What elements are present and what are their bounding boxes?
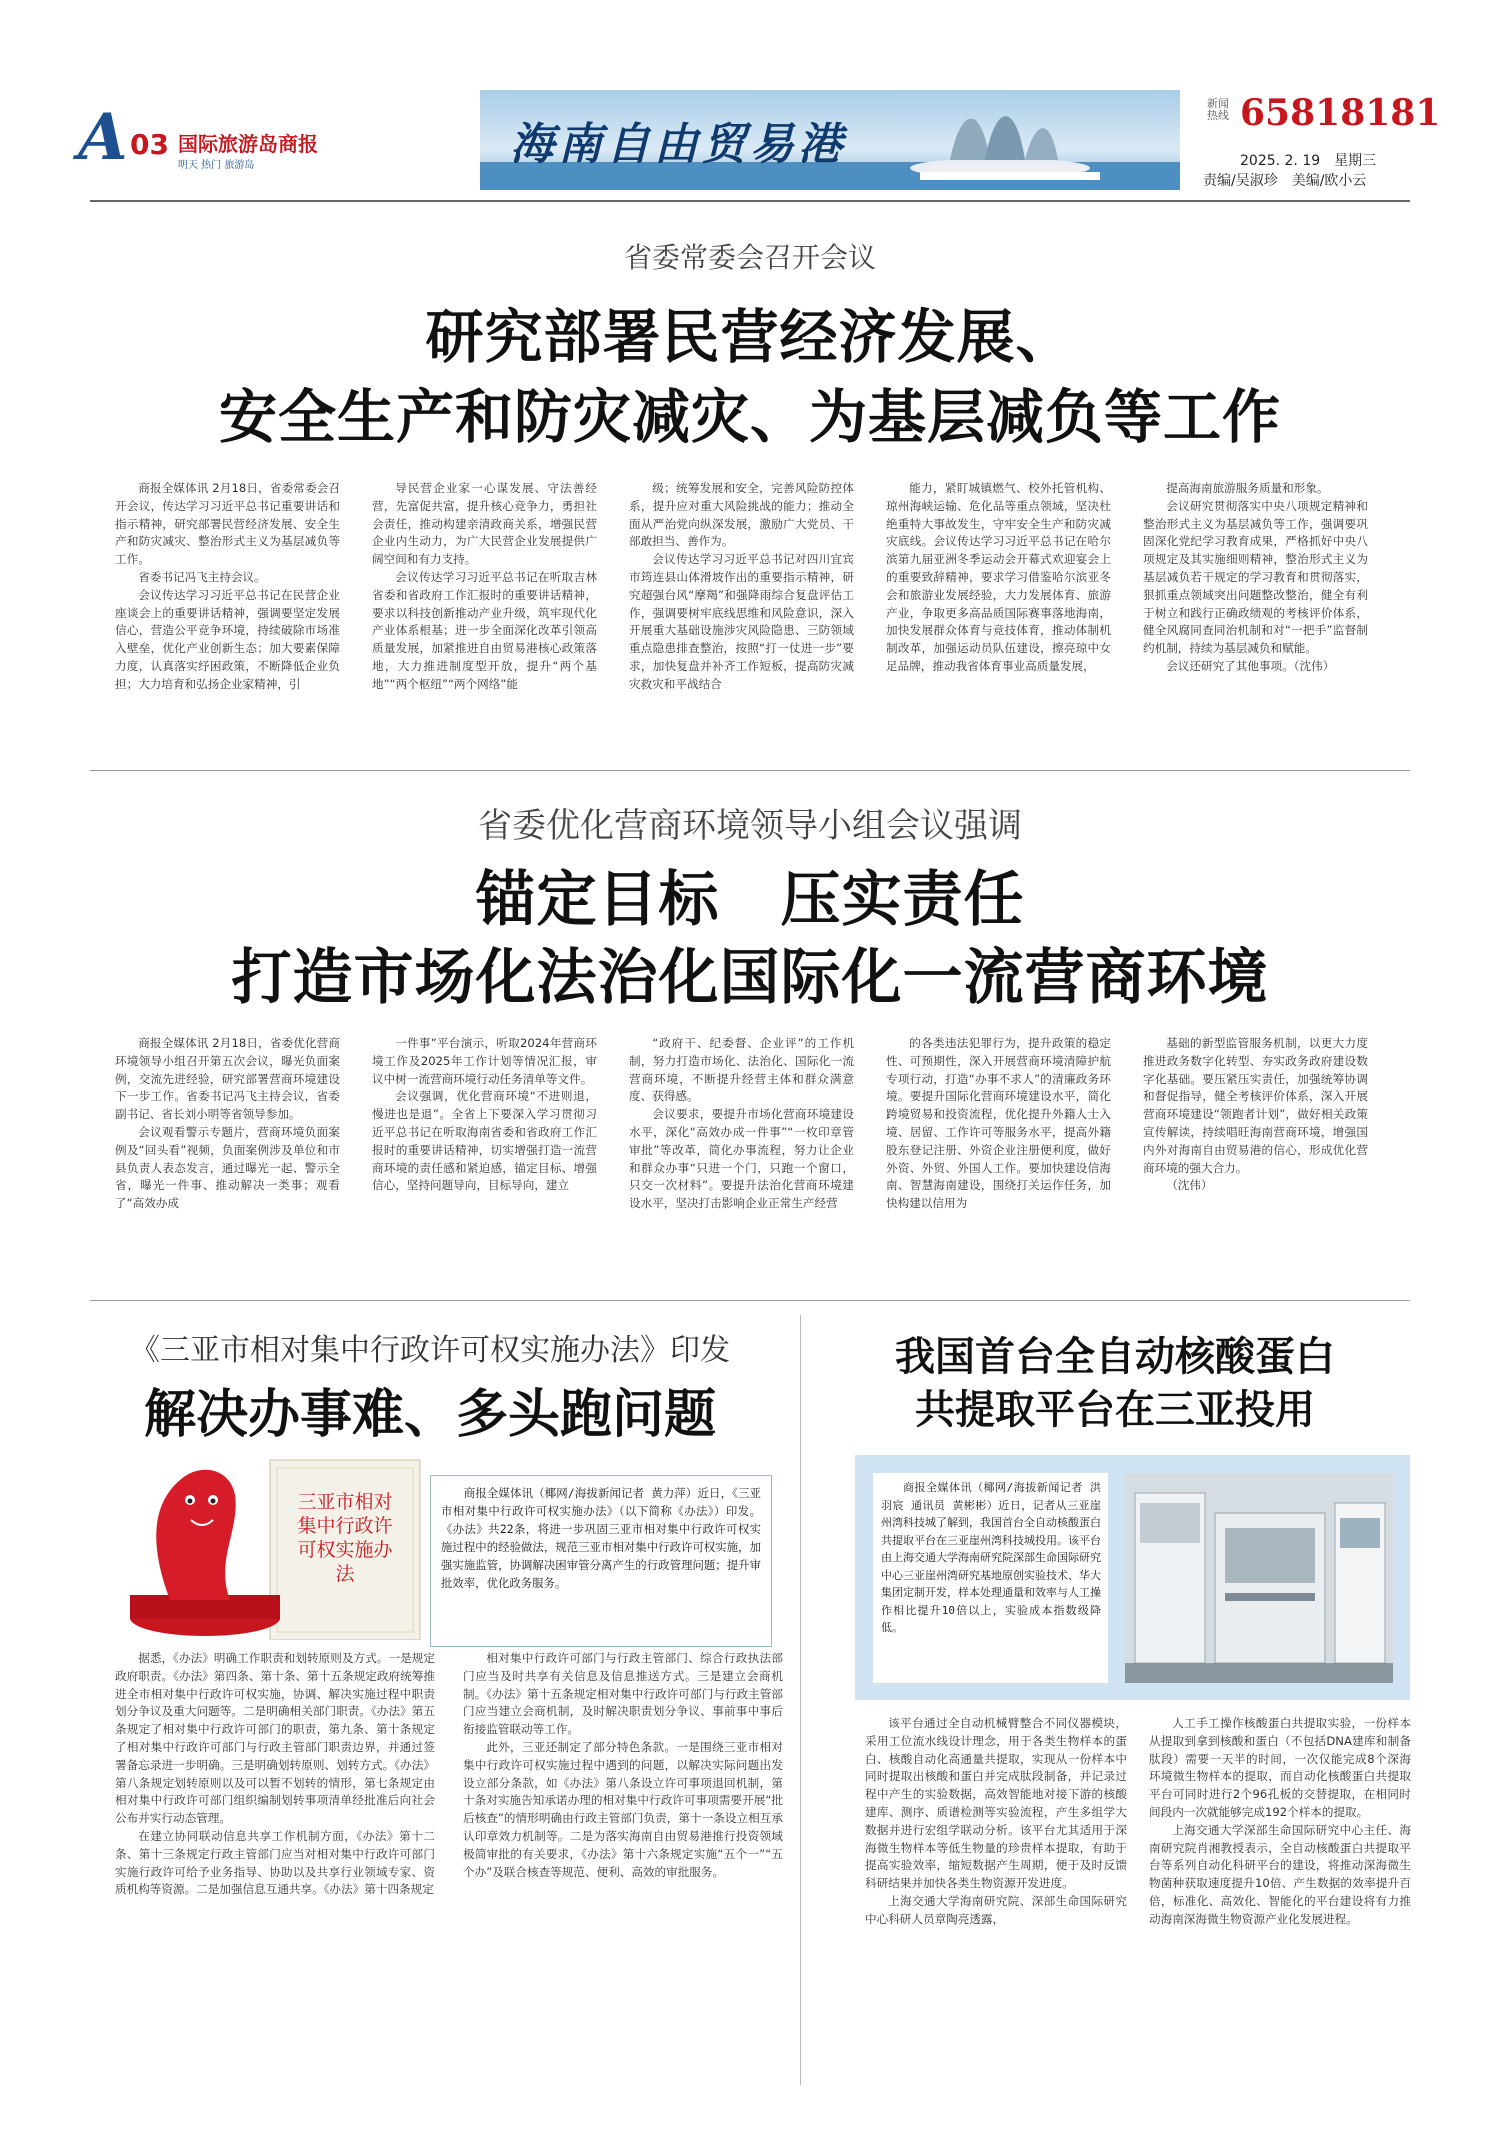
a1cols-column	[629, 480, 854, 755]
article2-divider	[90, 1300, 1410, 1301]
column-separator	[800, 1315, 801, 2085]
paragraph: 一件事”平台演示，听取2024年营商环境工作及2025年工作计划等情况汇报，审议中树一流营商环境行动任务清单等文件。	[372, 1036, 597, 1086]
paragraph: 提高海南旅游服务质量和形象。	[1166, 481, 1329, 495]
a2cols-column	[886, 1035, 1111, 1280]
lab-platform-photo	[1125, 1473, 1393, 1683]
paragraph: 在建立协同联动信息共享工作机制方面，《办法》第十二条、第十三条规定行政主管部门应当对相对集中行政许可部门实施行政许可给予业务指导、协助以及共享行业领域专家、资质机构等资源。二是加强信息互通共享。《办法》第十四条规定	[115, 1828, 435, 1897]
paragraph: 能力，紧盯城镇燃气、校外托管机构、琼州海峡运输、危化品等重点领域，坚决杜绝重特大事故发生，守牢安全生产和防灾减灾底线。会议传达学习习近平总书记在哈尔滨第九届亚洲冬季运动会开幕式欢迎宴会上的重要致辞精神，要求学习借鉴哈尔滨亚冬会和旅游业发展经验，大力发展体育、旅游产业，争取更多高品质国际赛事落地海南，加快发展群众体育与竞技体育，推动体制机制改革，加强运动员队伍建设，擦亮琼中女足品牌，推动我省体育事业高质量发展，	[886, 481, 1111, 673]
a2cols-column	[115, 1035, 340, 1280]
article2-kicker: 省委优化营商环境领导小组会议强调	[478, 806, 1022, 846]
hotline-number: 65818181	[1240, 92, 1441, 134]
article3-lead: 商报全媒体讯（椰网/海拔新闻记者 黄力萍）近日，《三亚市相对集中行政许可权实施办法》（以下简称《办法》）印发。《办法》共22条，将进一步巩固三亚市相对集中行政许可权实施过程中的经验做法，规范三亚市相对集中行政许可权实施，加强实施监管，协调解决困审管分离产生的行政管理问题；提升审批效率，优化政务服务。	[441, 1486, 761, 1590]
paragraph: 会议研究贯彻落实中央八项规定精神和整治形式主义为基层减负等工作，强调要巩固深化党纪学习教育成果，严格抓好中央八项规定及其实施细则精神，整治形式主义为基层减负若干规定的学习教育和贯彻落实，狠抓重点领域突出问题整改整治，健全有利于树立和践行正确政绩观的考核评价体系，健全风腐同查同治机制和对“一把手”监督制约机制，持续为基层减负和赋能。	[1143, 498, 1368, 656]
page-letter: A	[78, 100, 128, 175]
editors-credit: 责编/吴淑珍 美编/欧小云	[1203, 173, 1367, 189]
paper-slogan: 明天 热门 旅游岛	[178, 160, 255, 171]
paragraph: 上海交通大学海南研究院、深部生命国际研究中心科研人员章陶亮透露，	[865, 1893, 1127, 1926]
banner-image	[480, 90, 1180, 190]
article1-kicker: 省委常委会召开会议	[623, 241, 876, 274]
paragraph: 会议传达学习习近平总书记在民营企业座谈会上的重要讲话精神，强调要坚定发展信心，营造公平竞争环境，持续破除市场准入壁垒，优化产业创新生态；加大要素保障力度，认真落实纾困政策，不断降低企业负担；大力培育和弘扬企业家精神，引	[115, 587, 340, 691]
paragraph: 级；统筹发展和安全，完善风险防控体系，提升应对重大风险挑战的能力；推动全面从严治党向纵深发展，激励广大党员、干部敢担当、善作为。	[629, 481, 854, 549]
a2cols-column	[372, 1035, 597, 1280]
paragraph: 基础的新型监管服务机制，以更大力度推进政务数字化转型、夯实政务政府建设数字化基础。要压紧压实责任，加强统筹协调和督促指导，健全考核评价体系，深入开展营商环境建设“领跑者计划”，做好相关政策宣传解读，持续唱旺海南营商环境，增强国内外对海南自由贸易港的信心，形成优化营商环境的强大合力。	[1143, 1036, 1368, 1175]
paragraph: 的各类违法犯罪行为，提升政策的稳定性、可预期性，深入开展营商环境清障护航专项行动，打造“办事不求人”的清廉政务环境。要提升国际化营商环境建设水平，简化跨境贸易和投资流程，优化提升外籍人士入境、居留、工作许可等服务水平，提高外籍股东登记注册、外资企业注册便利度，做好外资、外贸、外国人工作。要加快建设信海南、智慧海南建设，围绕打关运作任务，加快构建以信用为	[886, 1036, 1111, 1211]
article1-headline-line2: 安全生产和防灾减灾、为基层减负等工作	[218, 383, 1281, 451]
page-number: 03	[130, 128, 169, 161]
paragraph: 该平台通过全自动机械臂整合不同仪器模块，采用工位流水线设计理念，用于各类生物样本的蛋白、核酸自动化高通量共提取，实现从一份样本中同时提取出核酸和蛋白并完成肽段制备，并记录过程中产生的实验数据，高效智能地对接下游的核酸建库、测序、质谱检测等实验流程，产生多组学大数据并进行宏组学联动分析。该平台尤其适用于深海微生物样本等低生物量的珍贵样本提取，有助于提高实验效率，缩短数据产生周期，便于及时反馈科研结果并加快各类生物资源开发进度。	[865, 1716, 1127, 1891]
article2-headline-line2: 打造市场化法治化国际化一流营商环境	[231, 943, 1269, 1013]
article4-headline-line1: 我国首台全自动核酸蛋白	[895, 1334, 1335, 1380]
paragraph: 商报全媒体讯 2月18日，省委优化营商环境领导小组召开第五次会议，曝光负面案例，交流先进经验，研究部署营商环境建设下一步工作。省委书记冯飞主持会议，省委副书记、省长刘小明等省领导参加。	[115, 1036, 340, 1122]
paragraph: （沈伟）	[1166, 1178, 1213, 1193]
article4-lead-box	[873, 1473, 1108, 1683]
paragraph: 省委书记冯飞主持会议。	[138, 569, 266, 584]
paragraph: 会议要求，要提升市场化营商环境建设水平，深化“高效办成一件事”“一枚印章管审批”等改革，简化办事流程，努力让企业和群众办事“只进一个门，只跑一个窗口，只交一次材料”。要提升法治化营商环境建设水平，坚决打击影响企业正常生产经营	[629, 1107, 854, 1211]
a1cols-column	[886, 480, 1111, 755]
paragraph: 相对集中行政许可部门与行政主管部门、综合行政执法部门应当及时共享有关信息及信息推送方式。三是建立会商机制。《办法》第十五条规定相对集中行政许可部门与行政主管部门应当建立会商机制，及时解决职责划分争议、事前事中事后衔接监管联动等工作。	[463, 1651, 783, 1737]
paragraph: 人工手工操作核酸蛋白共提取实验，一份样本从提取到拿到核酸和蛋白（不包括DNA建库和制备肽段）需要一天半的时间，一次仅能完成8个深海环境微生物样本的提取，而自动化核酸蛋白共提取平台可同时进行2个96孔板的交替提取，在相同时间段内一次就能够完成192个样本的提取。	[1149, 1716, 1411, 1819]
paragraph: 会议观看警示专题片，营商环境负面案例及“回头看”视频，负面案例涉及单位和市县负责人表态发言，通过曝光一起、警示全省，曝光一件事、推动解决一类事；观看了“高效办成	[115, 1124, 340, 1211]
issue-date: 2025. 2. 19 星期三	[1240, 153, 1377, 169]
a4cols-column	[865, 1715, 1127, 2085]
header-divider	[90, 200, 1410, 202]
article3-lead-box	[430, 1475, 772, 1647]
paragraph: 会议还研究了其他事项。（沈伟）	[1166, 658, 1335, 673]
paragraph: 上海交通大学深部生命国际研究中心主任、海南研究院肖湘教授表示，全自动核酸蛋白共提取平台等系列自动化科研平台的建设，将推动深海微生物菌种获取速度提升10倍、产生数据的效率提升百倍，标准化、高效化、智能化的平台建设将有力推动海南深海微生物资源产业化发展进程。	[1149, 1822, 1411, 1926]
lab-equipment-graphic	[1125, 1473, 1393, 1683]
a1cols-column	[1143, 480, 1368, 755]
a1cols-column	[372, 480, 597, 755]
stamp-label: 三亚市相对集中行政许可权实施办法	[297, 1491, 393, 1585]
article3-headline: 解决办事难、多头跑问题	[143, 1385, 716, 1445]
hotline-label: 新闻热线	[1207, 97, 1229, 122]
article3-kicker: 《三亚市相对集中行政许可权实施办法》印发	[130, 1333, 730, 1368]
paper-name: 国际旅游岛商报	[178, 132, 318, 156]
article4-lead: 商报全媒体讯（椰网/海拔新闻记者 洪羽宸 通讯员 黄彬彬）近日，记者从三亚崖州湾科技城了解到，我国首台全自动核酸蛋白共提取平台在三亚崖州湾科技城投用。该平台由上海交通大学海南研究院深部生命国际研究中心三亚崖州湾研究基地原创实验技术、华大集团定制开发，样本处理通量和效率与人工操作相比提升10倍以上，实验成本指数级降低。	[881, 1481, 1101, 1634]
article4-photo-frame	[855, 1455, 1410, 1700]
paragraph: 此外，三亚还制定了部分特色条款。一是围绕三亚市相对集中行政许可权实施过程中遇到的问题，以解决实际问题出发设立部分条款，如《办法》第八条设立许可事项退回机制，第十条对实施告知承诺办理的相对集中行政许可事项需要开展“批后核查”的情形明确由行政主管部门负责，第十一条设立相互承认印章效力机制等。二是为落实海南自由贸易港推行投资领域极简审批的有关要求，《办法》第十六条规定实施“五个一”“五个办”及联合核查等规范、便利、高效的审批服务。	[463, 1739, 783, 1879]
a3cols-column	[115, 1650, 435, 2080]
paragraph: 据悉，《办法》明确工作职责和划转原则及方式。一是规定政府职责。《办法》第四条、第十条、第十五条规定政府统筹推进全市相对集中行政许可权实施，协调、解决实施过程中职责划分争议及重大问题等。二是明确相关部门职责。《办法》第五条规定了相对集中行政许可部门的职责，第九条、第十条规定了相对集中行政许可部门与行政主管部门职责边界，并通过签署备忘录进一步明确。三是明确划转原则、划转方式。《办法》第八条规定划转原则以及可以暂不划转的情形，第七条规定由相对集中行政许可部门组织编制划转事项清单经批准后向社会公布并实行动态管理。	[115, 1651, 435, 1826]
article2-headline-line1: 锚定目标 压实责任	[475, 865, 1025, 935]
paragraph: 商报全媒体讯 2月18日，省委常委会召开会议，传达学习习近平总书记重要讲话和指示精神，研究部署民营经济发展、安全生产和防灾减灾、整治形式主义为基层减负等工作。	[115, 481, 340, 567]
paragraph: 会议传达学习习近平总书记对四川宜宾市筠连县山体滑坡作出的重要指示精神，研究超强台风“摩羯”和强降雨综合复盘评估工作，强调要树牢底线思维和风险意识，深入开展重大基础设施涉灾风险隐患、三防领域重点隐患排查整治，按照“打一仗进一步”要求，加快复盘并补齐工作短板，提高防灾减灾救灾和平战结合	[629, 552, 854, 691]
article1-headline-line1: 研究部署民营经济发展、	[425, 303, 1075, 371]
paragraph: 会议传达学习习近平总书记在听取吉林省委和省政府工作汇报时的重要讲话精神，要求以科技创新推动产业升级，筑牢现代化产业体系根基；进一步全面深化改革引领高质量发展，加紧推进自由贸易港核心政策落地，大力推进制度型开放，提升“两个基地”“两个枢纽”“两个网络”能	[372, 569, 597, 691]
a1cols-column	[115, 480, 340, 755]
a2cols-column	[1143, 1035, 1368, 1280]
article1-divider	[90, 770, 1410, 771]
article3-illustration	[95, 1450, 425, 1640]
article4-headline-line2: 共提取平台在三亚投用	[915, 1387, 1315, 1433]
paragraph: 导民营企业家一心谋发展、守法善经营，先富促共富，提升核心竞争力，勇担社会责任，推动构建亲清政商关系，增强民营企业内生动力，为广大民营企业发展提供广阔空间和有力支持。	[372, 481, 597, 567]
banner-title: 海南自由贸易港	[510, 119, 846, 170]
a4cols-column	[1149, 1715, 1411, 2085]
paragraph: “政府干、纪委督、企业评”的工作机制，努力打造市场化、法治化、国际化一流营商环境，不断提升经营主体和群众满意度、获得感。	[629, 1036, 854, 1104]
paragraph: 会议强调，优化营商环境“不进则退，慢进也是退”。全省上下要深入学习贯彻习近平总书记在听取海南省委和省政府工作汇报时的重要讲话精神，切实增强打造一流营商环境的责任感和紧迫感，锚定目标、增强信心，坚持问题导向，目标导向，建立	[372, 1089, 597, 1193]
a2cols-column	[629, 1035, 854, 1280]
a3cols-column	[463, 1650, 783, 2080]
